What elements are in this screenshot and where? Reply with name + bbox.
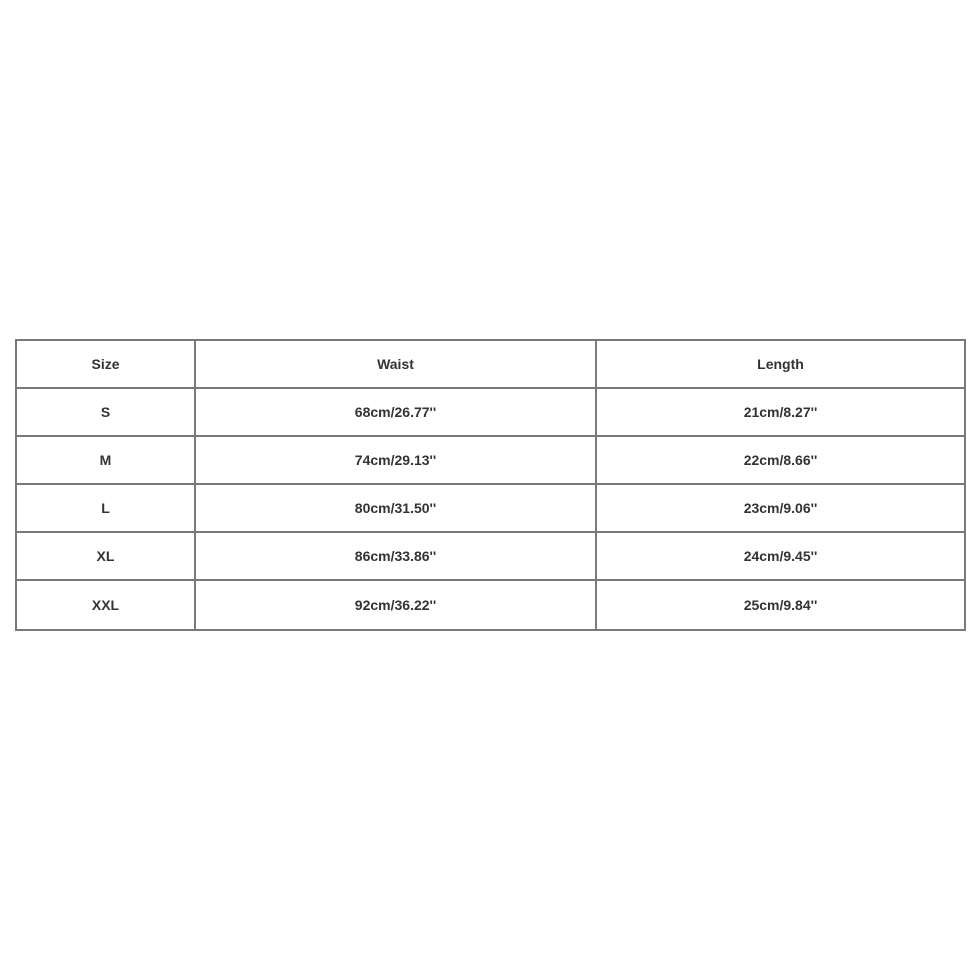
size-cell: S xyxy=(17,389,196,437)
waist-cell: 86cm/33.86'' xyxy=(196,533,597,581)
length-cell: 24cm/9.45'' xyxy=(597,533,964,581)
size-cell: XXL xyxy=(17,581,196,629)
header-row xyxy=(17,341,964,389)
table-row xyxy=(17,581,964,629)
size-cell: XL xyxy=(17,533,196,581)
length-cell: 22cm/8.66'' xyxy=(597,437,964,485)
length-cell: 25cm/9.84'' xyxy=(743,597,818,613)
waist-cell: 92cm/36.22'' xyxy=(196,581,597,629)
size-cell: L xyxy=(17,485,196,533)
table-row xyxy=(17,437,964,485)
header-waist: Waist xyxy=(196,341,597,389)
size-cell: M xyxy=(17,437,196,485)
table-row xyxy=(17,533,964,581)
header-length: Length xyxy=(597,341,964,389)
header-size: Size xyxy=(17,341,196,389)
table-header xyxy=(17,341,964,389)
size-chart-table xyxy=(15,339,966,631)
waist-cell: 80cm/31.50'' xyxy=(196,485,597,533)
table-row xyxy=(17,389,964,437)
waist-cell: 74cm/29.13'' xyxy=(196,437,597,485)
table-body xyxy=(17,389,964,629)
table-row xyxy=(17,485,964,533)
waist-cell: 68cm/26.77'' xyxy=(196,389,597,437)
length-cell: 23cm/9.06'' xyxy=(597,485,964,533)
length-cell: 21cm/8.27'' xyxy=(597,389,964,437)
